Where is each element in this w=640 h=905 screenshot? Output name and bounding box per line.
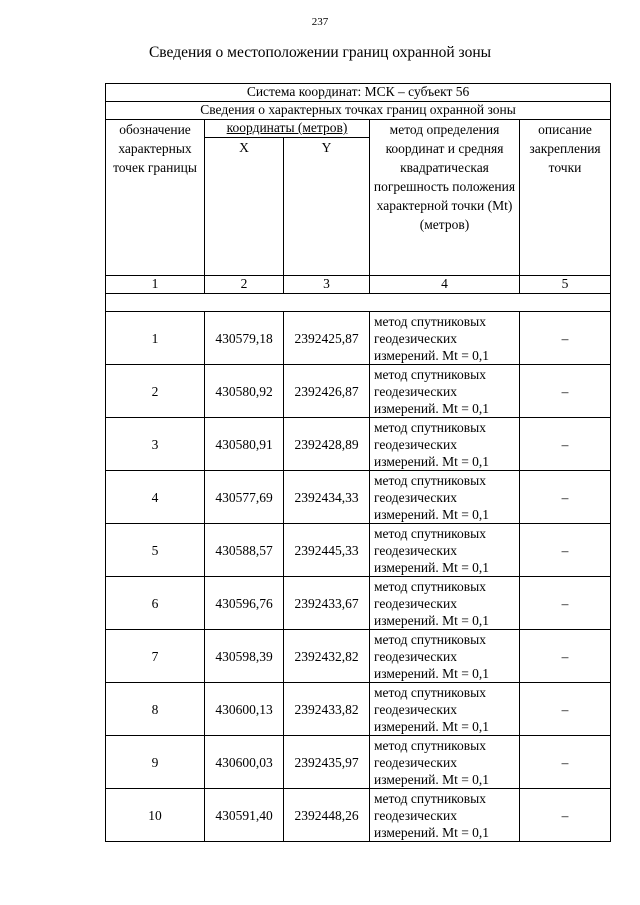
table-row [106,630,611,683]
point-number: 9 [106,736,205,789]
coord-y: 2392426,87 [284,365,370,418]
header-y: Y [284,138,370,276]
table-row [106,683,611,736]
column-number: 4 [370,276,520,294]
method-cell: метод спутниковых геодезических измерений. Mt = 0,1 [370,577,520,630]
header-description: описание закрепления точки [520,120,611,276]
coord-x: 430596,76 [205,577,284,630]
page-number: 237 [311,16,329,28]
boundary-points-table [105,83,611,842]
column-number: 5 [520,276,611,294]
point-number: 7 [106,630,205,683]
point-number: 6 [106,577,205,630]
description-cell: – [520,789,611,842]
description-cell: – [520,736,611,789]
coord-x: 430598,39 [205,630,284,683]
coord-x: 430577,69 [205,471,284,524]
method-cell: метод спутниковых геодезических измерений. Mt = 0,1 [370,630,520,683]
header-method: метод определения координат и средняя квадратическая погрешность положения характерной точки (Mt) (метров) [370,120,520,276]
coord-x: 430600,13 [205,683,284,736]
column-number: 1 [106,276,205,294]
coord-x: 430580,91 [205,418,284,471]
table-row [106,736,611,789]
table-row [106,789,611,842]
description-cell: – [520,577,611,630]
coord-x: 430580,92 [205,365,284,418]
method-cell: метод спутниковых геодезических измерений. Mt = 0,1 [370,418,520,471]
description-cell: – [520,683,611,736]
document-title: Сведения о местоположении границ охранной зоны [148,44,492,61]
point-number: 4 [106,471,205,524]
method-cell: метод спутниковых геодезических измерений. Mt = 0,1 [370,736,520,789]
coord-y: 2392448,26 [284,789,370,842]
data-rows [106,312,611,842]
table-row [106,471,611,524]
header-coordinates: координаты (метров) [205,120,370,138]
coord-x: 430600,03 [205,736,284,789]
table-row [106,418,611,471]
method-cell: метод спутниковых геодезических измерений. Mt = 0,1 [370,683,520,736]
coord-x: 430588,57 [205,524,284,577]
method-cell: метод спутниковых геодезических измерений. Mt = 0,1 [370,312,520,365]
coord-y: 2392433,67 [284,577,370,630]
coordinate-system-caption: Система координат: МСК – субъект 56 [106,84,611,102]
description-cell: – [520,471,611,524]
column-number: 3 [284,276,370,294]
method-cell: метод спутниковых геодезических измерений. Mt = 0,1 [370,789,520,842]
point-number: 1 [106,312,205,365]
point-number: 3 [106,418,205,471]
description-cell: – [520,312,611,365]
point-number: 8 [106,683,205,736]
coord-y: 2392434,33 [284,471,370,524]
description-cell: – [520,418,611,471]
column-number: 2 [205,276,284,294]
method-cell: метод спутниковых геодезических измерений. Mt = 0,1 [370,471,520,524]
header-designation: обозначение характерных точек границы [106,120,205,276]
coord-x: 430579,18 [205,312,284,365]
header-x: X [205,138,284,276]
point-number: 5 [106,524,205,577]
table-row [106,577,611,630]
table-row [106,365,611,418]
point-number: 10 [106,789,205,842]
description-cell: – [520,365,611,418]
coord-y: 2392428,89 [284,418,370,471]
coord-y: 2392433,82 [284,683,370,736]
section-caption: Сведения о характерных точках границ охранной зоны [106,102,611,120]
table-row [106,312,611,365]
blank-row [106,294,611,312]
table-row [106,524,611,577]
description-cell: – [520,630,611,683]
coord-y: 2392425,87 [284,312,370,365]
coord-x: 430591,40 [205,789,284,842]
method-cell: метод спутниковых геодезических измерений. Mt = 0,1 [370,524,520,577]
coord-y: 2392435,97 [284,736,370,789]
coord-y: 2392432,82 [284,630,370,683]
description-cell: – [520,524,611,577]
point-number: 2 [106,365,205,418]
method-cell: метод спутниковых геодезических измерений. Mt = 0,1 [370,365,520,418]
blank-cell [106,294,611,312]
coord-y: 2392445,33 [284,524,370,577]
